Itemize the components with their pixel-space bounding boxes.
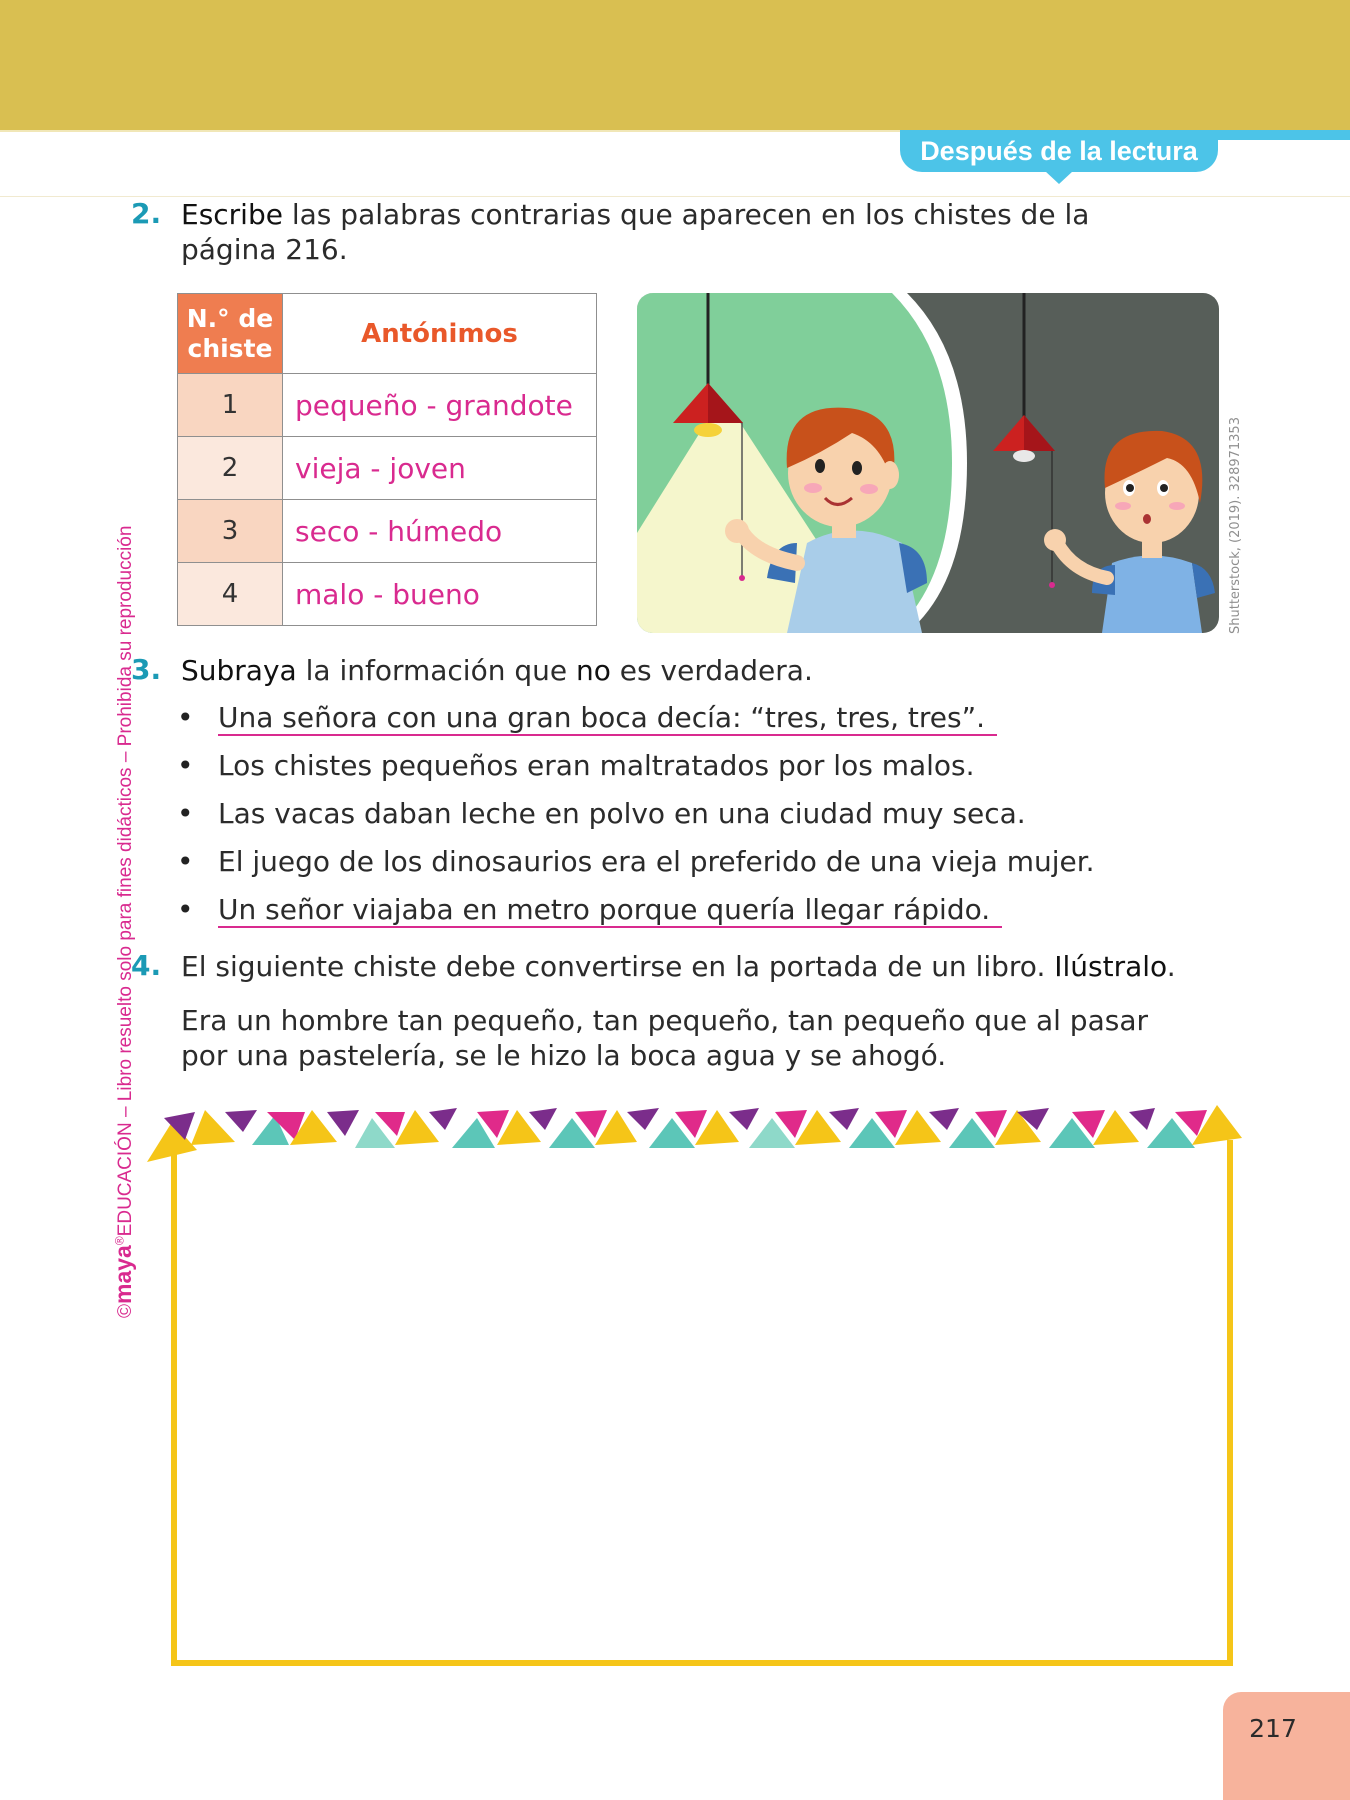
joke-line-2: por una pastelería, se le hizo la boca agua y se ahogó. bbox=[181, 1039, 947, 1072]
joke-number-cell: 1 bbox=[178, 374, 283, 437]
antonym-answer-cell[interactable]: pequeño - grandote bbox=[283, 374, 597, 437]
statement-list bbox=[177, 700, 1095, 940]
question-3-no: no bbox=[576, 654, 611, 687]
statement-text-underlined[interactable]: Una señora con una gran boca decía: “tres, tres, tres”. bbox=[218, 701, 997, 736]
question-4-prompt bbox=[181, 949, 1176, 984]
list-item bbox=[177, 892, 1095, 940]
question-3-prompt bbox=[181, 653, 813, 688]
question-4-dot: . bbox=[1166, 950, 1176, 983]
section-tab-strip bbox=[1218, 130, 1350, 140]
page-number: 217 bbox=[1249, 1714, 1297, 1743]
copyright-symbol: © bbox=[115, 1304, 136, 1318]
statement-text[interactable]: Las vacas daban leche en polvo en una ciudad muy seca. bbox=[218, 797, 1026, 830]
antonyms-table bbox=[177, 293, 597, 626]
header-joke-number-l2: chiste bbox=[187, 333, 273, 363]
lamp-scene-image bbox=[637, 293, 1219, 633]
statement-text[interactable]: Los chistes pequeños eran maltratados por los malos. bbox=[218, 749, 975, 782]
question-4-line: El siguiente chiste debe convertirse en la portada de un libro. bbox=[181, 950, 1055, 983]
copyright-text: EDUCACIÓN – Libro resuelto solo para fines didácticos – Prohibida su reproducción bbox=[115, 525, 136, 1237]
image-credit: Shutterstock, (2019). 328971353 bbox=[1228, 417, 1243, 634]
statement-text[interactable]: El juego de los dinosaurios era el preferido de una vieja mujer. bbox=[218, 845, 1095, 878]
joke-text bbox=[181, 1003, 1148, 1073]
list-item bbox=[177, 844, 1095, 892]
question-4-verb: Ilústralo bbox=[1054, 950, 1167, 983]
list-item bbox=[177, 748, 1095, 796]
joke-line-1: Era un hombre tan pequeño, tan pequeño, tan pequeño que al pasar bbox=[181, 1004, 1148, 1037]
list-item bbox=[177, 796, 1095, 844]
list-item bbox=[177, 700, 1095, 748]
joke-number-cell: 3 bbox=[178, 500, 283, 563]
section-title-tab: Después de la lectura bbox=[900, 130, 1218, 172]
antonym-answer-cell[interactable]: seco - húmedo bbox=[283, 500, 597, 563]
header-antonyms: Antónimos bbox=[283, 294, 597, 374]
header-joke-number-l1: N.° de bbox=[186, 303, 274, 333]
question-2-number: 2. bbox=[131, 197, 162, 230]
question-2-line2: página 216. bbox=[181, 233, 348, 266]
statement-text-underlined[interactable]: Un señor viajaba en metro porque quería llegar rápido. bbox=[218, 893, 1002, 928]
joke-number-cell: 4 bbox=[178, 563, 283, 626]
question-2-line1: las palabras contrarias que aparecen en los chistes de la bbox=[282, 198, 1090, 231]
table-row bbox=[178, 437, 597, 500]
illustration-drawing-area[interactable] bbox=[171, 1140, 1233, 1666]
table-row bbox=[178, 563, 597, 626]
question-2-verb: Escribe bbox=[181, 198, 283, 231]
registered-mark: ® bbox=[112, 1236, 127, 1246]
question-4-number: 4. bbox=[131, 949, 162, 982]
top-color-band bbox=[0, 0, 1350, 130]
illustration-boys-with-lamps bbox=[637, 293, 1219, 633]
question-3-mid: la información que bbox=[296, 654, 577, 687]
copyright-side-note bbox=[110, 526, 137, 1318]
antonym-answer-cell[interactable]: vieja - joven bbox=[283, 437, 597, 500]
joke-number-cell: 2 bbox=[178, 437, 283, 500]
table-row bbox=[178, 500, 597, 563]
question-3-verb: Subraya bbox=[181, 654, 297, 687]
question-2-prompt bbox=[181, 197, 1181, 267]
antonym-answer-cell[interactable]: malo - bueno bbox=[283, 563, 597, 626]
page-number-tab bbox=[1223, 1692, 1350, 1800]
table-header-row bbox=[178, 294, 597, 374]
brand-logo-text: maya bbox=[110, 1245, 136, 1304]
question-3-number: 3. bbox=[131, 653, 162, 686]
table-row bbox=[178, 374, 597, 437]
question-3-end: es verdadera. bbox=[610, 654, 813, 687]
header-joke-number bbox=[178, 294, 283, 374]
